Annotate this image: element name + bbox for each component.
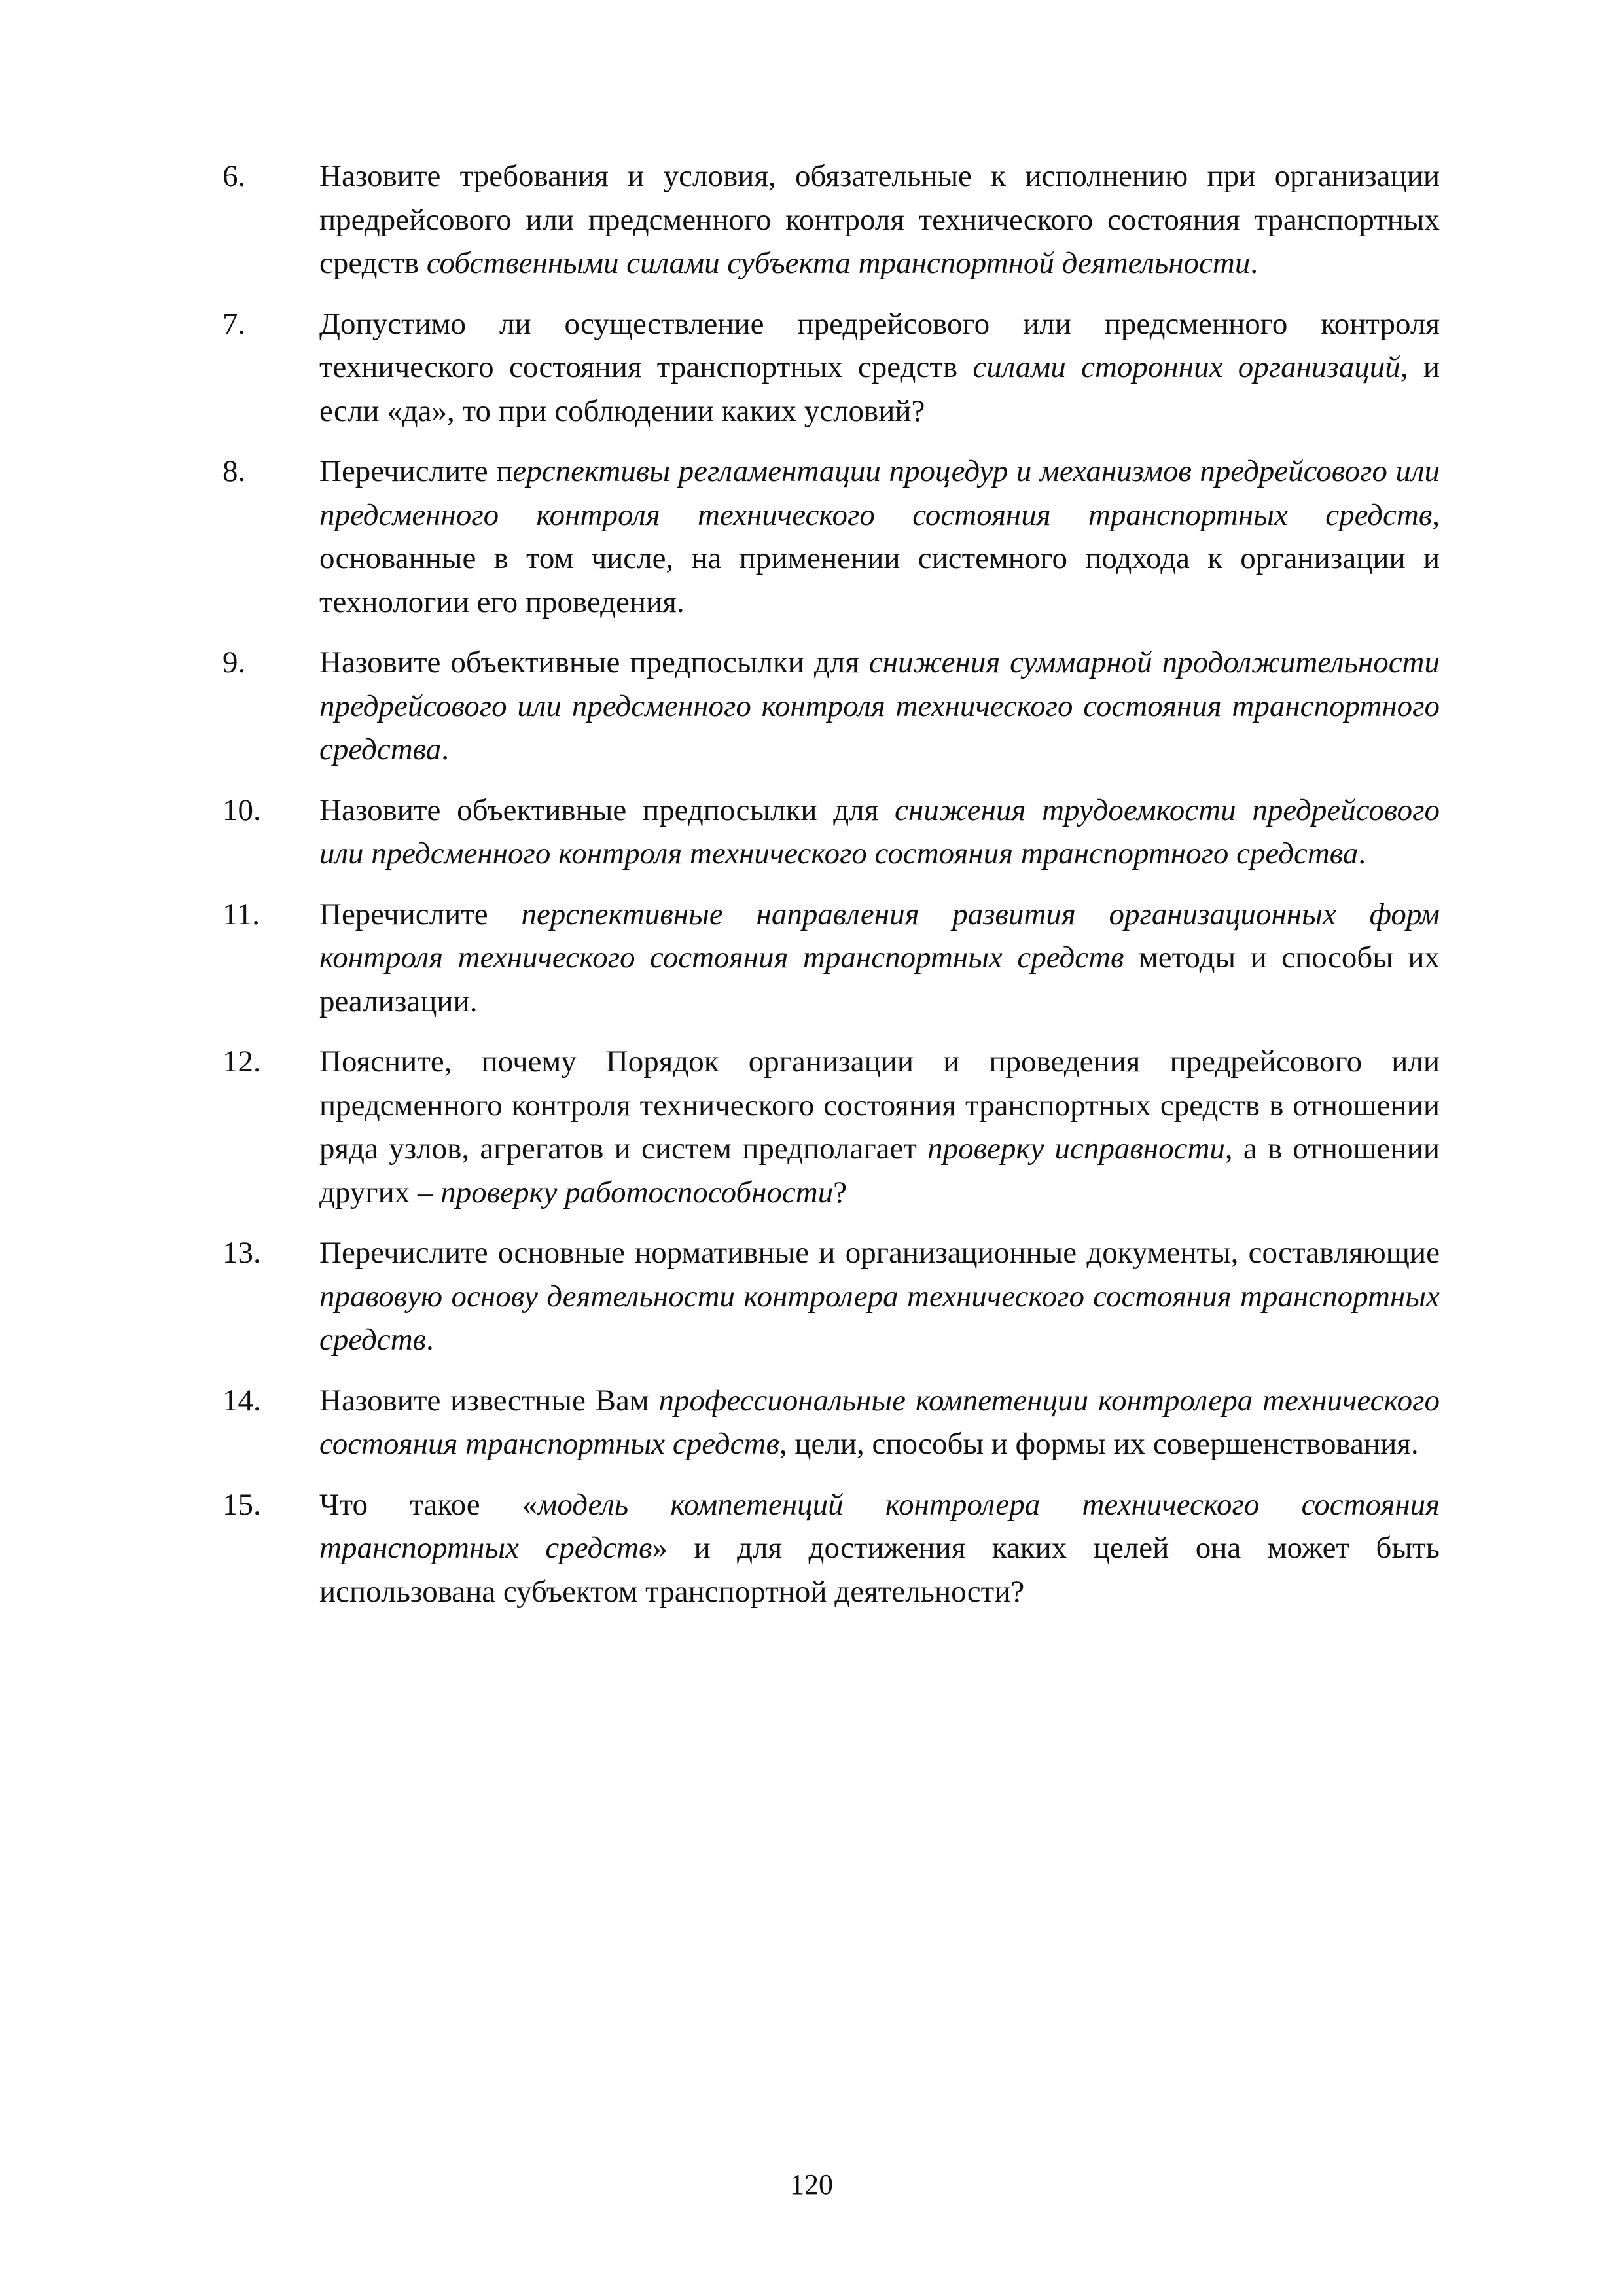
question-text-emphasis: профессиональные компетенции контролера технического состояния транспортных средств xyxy=(319,1383,1440,1461)
question-text-segment: . xyxy=(441,732,449,766)
question-text-emphasis: проверку исправности xyxy=(927,1132,1225,1166)
question-text-segment: , и если «да», то при соблюдении каких условий? xyxy=(319,350,1440,428)
question-text-segment: Поясните, почему Порядок организации и проведения предрейсового или предсменного контроля технического состояния транспортных средств в отношении ряда узлов, агрегатов и систем предполагает xyxy=(319,1045,1440,1166)
question-text xyxy=(319,893,1440,1024)
question-text xyxy=(319,154,1440,285)
question-item xyxy=(223,450,1440,624)
question-item xyxy=(223,641,1440,772)
question-text-emphasis: ерспективы регламентации процедур и механизмов предрейсового или предсменного контроля технического состояния транспортных средств xyxy=(319,454,1440,532)
question-text-segment: Перечислите xyxy=(319,897,522,931)
question-text-emphasis: снижения трудоемкости предрейсового или предсменного контроля технического состояния транспортного средства xyxy=(319,793,1440,870)
question-text-emphasis: снижения суммарной продолжительности предрейсового или предсменного контроля технического состояния транспортного средства xyxy=(319,645,1440,766)
question-text-segment: Перечислите основные нормативные и организационные документы, составляющие xyxy=(319,1236,1440,1270)
question-text-segment: . xyxy=(426,1323,434,1357)
question-text-emphasis: проверку работоспособности xyxy=(440,1175,834,1210)
question-item xyxy=(223,1483,1440,1614)
question-number: 8. xyxy=(223,454,246,488)
question-text-emphasis: модель компетенций контролера технического состояния транспортных средств xyxy=(319,1487,1440,1565)
question-item xyxy=(223,789,1440,876)
question-item xyxy=(223,1379,1440,1466)
question-number: 13. xyxy=(223,1236,261,1270)
question-number: 9. xyxy=(223,645,246,679)
question-number: 14. xyxy=(223,1383,261,1418)
question-text-segment: . xyxy=(1358,836,1366,870)
question-text-emphasis: перспективные направления развития организационных форм контроля технического состояния транспортных средств xyxy=(319,897,1440,975)
question-text-segment: Назовите требования и условия, обязательные к исполнению при организации предрейсового или предсменного контроля технического состояния транспортных средств xyxy=(319,159,1440,280)
question-number: 12. xyxy=(223,1045,261,1079)
question-text-segment: , цели, способы и формы их совершенствования. xyxy=(779,1427,1419,1461)
question-text-segment: Допустимо ли осуществление предрейсового или предсменного контроля технического состояния транспортных средств xyxy=(319,306,1440,384)
question-text xyxy=(319,1483,1440,1614)
question-text-emphasis: силами сторонних организаций xyxy=(972,350,1400,384)
question-item xyxy=(223,302,1440,433)
question-item xyxy=(223,1040,1440,1214)
question-number: 6. xyxy=(223,159,246,193)
question-item xyxy=(223,1231,1440,1362)
question-text-segment: Что такое « xyxy=(319,1487,538,1522)
question-number: 15. xyxy=(223,1487,261,1522)
question-text xyxy=(319,1231,1440,1362)
question-text-segment: методы и способы их реализации. xyxy=(319,941,1440,1018)
question-item xyxy=(223,154,1440,285)
question-text xyxy=(319,789,1440,876)
question-number: 10. xyxy=(223,793,261,827)
question-text-segment: ? xyxy=(833,1175,847,1210)
question-item xyxy=(223,893,1440,1024)
question-text-segment: Назовите объективные предпосылки для xyxy=(319,793,895,827)
question-number: 11. xyxy=(223,897,260,931)
question-text-emphasis: правовую основу деятельности контролера технического состояния транспортных средств xyxy=(319,1279,1440,1357)
question-text-segment: Перечислите п xyxy=(319,454,513,488)
page-number: 120 xyxy=(790,2168,833,2200)
question-text xyxy=(319,641,1440,772)
question-text xyxy=(319,1040,1440,1214)
question-text xyxy=(319,302,1440,433)
question-text-segment: , основанные в том числе, на применении системного подхода к организации и технологии его проведения. xyxy=(319,497,1440,619)
question-text xyxy=(319,1379,1440,1466)
question-text xyxy=(319,450,1440,624)
question-text-segment: Назовите известные Вам xyxy=(319,1383,659,1418)
question-text-segment: Назовите объективные предпосылки для xyxy=(319,645,869,679)
question-text-segment: . xyxy=(1250,246,1258,280)
question-text-segment: » и для достижения каких целей она может быть использована субъектом транспортной деятельности? xyxy=(319,1531,1440,1609)
question-text-emphasis: собственными силами субъекта транспортной деятельности xyxy=(426,246,1251,280)
question-number: 7. xyxy=(223,306,246,341)
question-list xyxy=(223,154,1440,1630)
question-text-segment: , а в отношении других – xyxy=(319,1132,1440,1210)
